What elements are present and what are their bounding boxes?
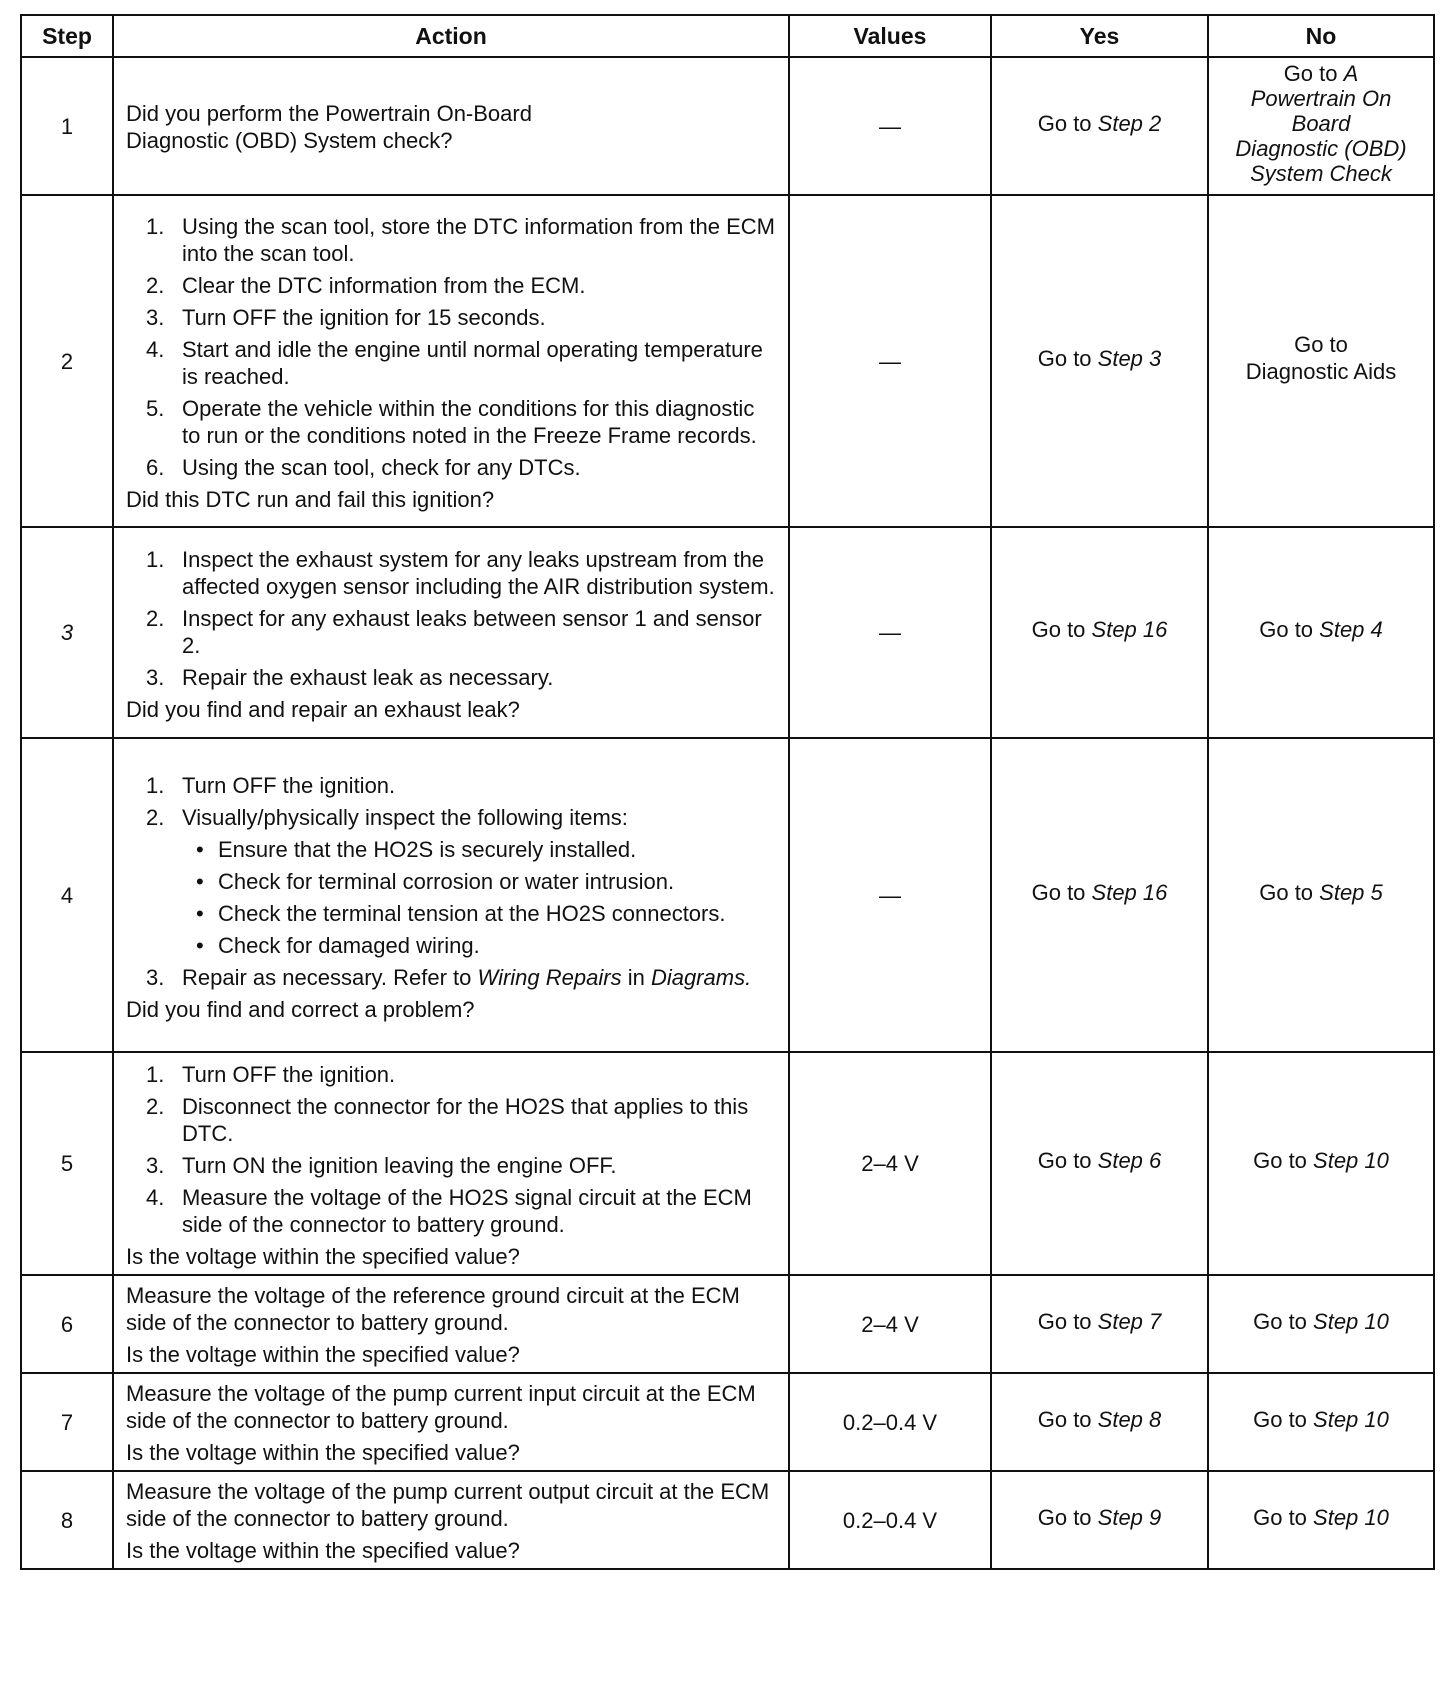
action-text: Measure the voltage of the reference ground circuit at the ECM side of the connector to battery ground. [126,1283,740,1335]
list-item: 3. Repair as necessary. Refer to Wiring Repairs in Diagrams. [146,964,752,990]
yes-cell [991,527,1208,738]
step-number: 7 [21,1373,113,1471]
list-item: 2. Visually/physically inspect the following items: • Ensure that the HO2S is securely installed. • Check for terminal corrosion or water intrusion. • Check the terminal tension at the HO2S connectors. • Check for damaged wiring. [126,804,776,959]
yes-cell [991,1373,1208,1471]
no-cell [1208,738,1434,1052]
value-cell: 2–4 V [789,1275,991,1373]
action-question: Did you find and correct a problem? [126,996,475,1022]
list-item: 4. Measure the voltage of the HO2S signal circuit at the ECM side of the connector to battery ground. [146,1185,752,1237]
no-link[interactable]: Go to Step 10 [1253,1406,1389,1432]
table-row [21,527,1434,738]
yes-link[interactable]: Go to Step 6 [1037,1148,1162,1173]
header-action: Action [113,15,789,57]
action-question: Is the voltage within the specified value? [126,1342,520,1367]
action-cell [113,527,789,738]
action-question: Is the voltage within the specified value? [126,1440,520,1465]
yes-cell [991,1275,1208,1373]
yes-link[interactable]: Go to Step 2 [1037,110,1162,136]
no-link[interactable]: Go to Step 10 [1253,1308,1389,1334]
value-cell: 2–4 V [789,1052,991,1275]
action-text: Measure the voltage of the pump current output circuit at the ECM side of the connector to battery ground. [126,1479,770,1531]
header-step: Step [21,15,113,57]
no-cell [1208,1275,1434,1373]
no-link[interactable]: Go to Step 10 [1253,1148,1389,1173]
value-cell: — [789,195,991,527]
list-item: 1. Turn OFF the ignition. [146,1062,396,1087]
yes-link[interactable]: Go to Step 16 [1031,617,1168,642]
value-cell: — [789,738,991,1052]
step-number: 8 [21,1471,113,1569]
list-item: 3. Turn ON the ignition leaving the engine OFF. [146,1153,617,1178]
list-item: 3. Repair the exhaust leak as necessary. [146,665,554,690]
action-question: Is the voltage within the specified value? [126,1244,520,1269]
list-item: 3. Turn OFF the ignition for 15 seconds. [146,305,546,330]
step-number: 6 [21,1275,113,1373]
yes-cell [991,738,1208,1052]
bullet-item: • Check for damaged wiring. [182,932,776,959]
no-cell [1208,1373,1434,1471]
bullet-item: • Ensure that the HO2S is securely installed. [182,836,776,863]
value-cell: 0.2–0.4 V [789,1373,991,1471]
list-item: 2. Inspect for any exhaust leaks between sensor 1 and sensor 2. [146,606,762,658]
step-number: 1 [21,57,113,195]
action-steps [126,546,776,691]
yes-link[interactable]: Go to Step 8 [1037,1406,1162,1432]
header-values: Values [789,15,991,57]
action-cell [113,1373,789,1471]
yes-link[interactable]: Go to Step 9 [1037,1504,1162,1530]
list-item: 1. Turn OFF the ignition. [146,772,396,798]
table-row [21,57,1434,195]
list-item: 1. Inspect the exhaust system for any leaks upstream from the affected oxygen sensor including the AIR distribution system. [146,547,775,599]
diagnostic-table [20,14,1435,1570]
table-row [21,738,1434,1052]
no-link[interactable]: Go to Diagnostic Aids [1245,332,1397,384]
action-question: Did you find and repair an exhaust leak? [126,697,520,722]
action-cell [113,738,789,1052]
yes-cell [991,1052,1208,1275]
table-row [21,195,1434,527]
value-cell: — [789,57,991,195]
header-no: No [1208,15,1434,57]
no-cell [1208,195,1434,527]
no-cell [1208,1471,1434,1569]
header-yes: Yes [991,15,1208,57]
step-number: 3 [21,527,113,738]
action-text: Measure the voltage of the pump current input circuit at the ECM side of the connector to battery ground. [126,1381,756,1433]
yes-cell [991,1471,1208,1569]
no-link[interactable]: Go to Step 5 [1259,879,1383,905]
yes-cell [991,195,1208,527]
list-item: 1. Using the scan tool, store the DTC information from the ECM into the scan tool. [146,214,776,266]
bullet-item: • Check for terminal corrosion or water intrusion. [182,868,776,895]
yes-link[interactable]: Go to Step 3 [1037,345,1162,371]
list-item: 2. Disconnect the connector for the HO2S that applies to this DTC. [146,1094,749,1146]
table-row [21,1052,1434,1275]
value-cell: — [789,527,991,738]
action-cell [113,1275,789,1373]
action-cell [113,1471,789,1569]
no-link[interactable]: Go to Step 10 [1253,1504,1389,1530]
no-cell [1208,1052,1434,1275]
action-steps [126,213,776,481]
no-cell [1208,527,1434,738]
step-number: 4 [21,738,113,1052]
yes-link[interactable]: Go to Step 7 [1037,1308,1162,1334]
yes-cell [991,57,1208,195]
action-cell [113,1052,789,1275]
action-steps [126,772,776,991]
table-row [21,1275,1434,1373]
list-item: 2. Clear the DTC information from the ECM. [146,273,586,298]
bullet-item: • Check the terminal tension at the HO2S connectors. [182,900,776,927]
list-item: 6. Using the scan tool, check for any DTCs. [146,455,581,480]
table-row [21,1373,1434,1471]
inspection-bullets [182,836,776,959]
no-link[interactable]: Go to Step 4 [1259,617,1383,642]
action-text: Did you perform the Powertrain On-Board Diagnostic (OBD) System check? [126,101,532,153]
no-link[interactable]: Go to A Powertrain On Board Diagnostic (OBD) System Check [1235,60,1407,186]
action-cell [113,195,789,527]
step-number: 2 [21,195,113,527]
step-number: 5 [21,1052,113,1275]
table-row [21,1471,1434,1569]
action-cell [113,57,789,195]
yes-link[interactable]: Go to Step 16 [1031,879,1168,905]
value-cell: 0.2–0.4 V [789,1471,991,1569]
action-steps [126,1061,776,1238]
action-question: Did this DTC run and fail this ignition? [126,487,495,512]
list-item: 4. Start and idle the engine until normal operating temperature is reached. [146,337,763,389]
header-row [21,15,1434,57]
action-question: Is the voltage within the specified value? [126,1538,520,1563]
list-item: 5. Operate the vehicle within the conditions for this diagnostic to run or the conditions noted in the Freeze Frame records. [146,396,757,448]
no-cell [1208,57,1434,195]
